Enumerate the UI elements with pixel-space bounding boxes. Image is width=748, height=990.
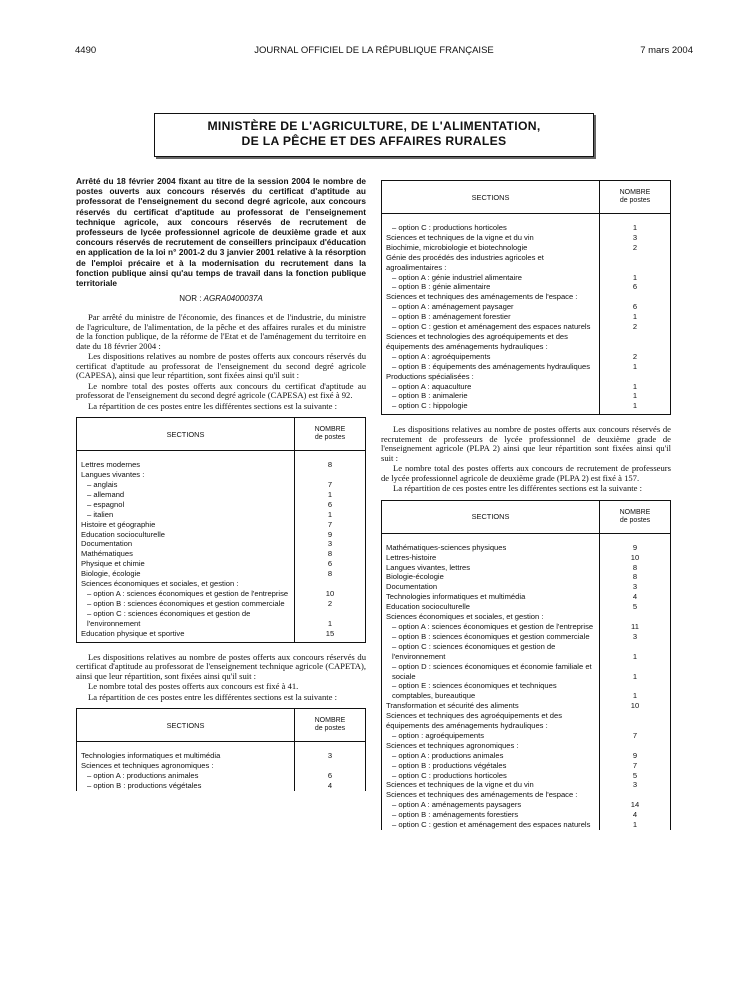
table-row	[382, 322, 671, 332]
table-row	[77, 771, 366, 781]
table-row	[382, 622, 671, 632]
section-count: 10	[600, 701, 671, 711]
section-count: 6	[295, 500, 366, 510]
table-row	[382, 761, 671, 771]
table-row	[77, 629, 366, 642]
column-header-nombre-line2: de postes	[619, 516, 651, 524]
table-row	[382, 302, 671, 312]
section-count: 7	[295, 520, 366, 530]
column-header-sections: SECTIONS	[77, 709, 295, 742]
table-row	[382, 563, 671, 573]
section-count: 1	[600, 642, 671, 662]
table-row	[382, 362, 671, 372]
section-label: – option A : aménagements paysagers	[382, 800, 600, 810]
publication-date: 7 mars 2004	[640, 45, 693, 56]
section-count: 8	[295, 569, 366, 579]
section-count: 1	[600, 391, 671, 401]
section-count: 1	[600, 362, 671, 372]
section-label: Technologies informatiques et multimédia	[382, 592, 600, 602]
section-count: 4	[600, 592, 671, 602]
section-label: – option A : productions animales	[382, 751, 600, 761]
table-row	[77, 480, 366, 490]
section-label: – option B : équipements des aménagements hydrauliques	[382, 362, 600, 372]
section-count: 8	[600, 563, 671, 573]
plpa-table	[381, 500, 671, 830]
section-label: Sciences et techniques agronomiques :	[382, 741, 600, 751]
nor-label: NOR :	[179, 294, 202, 304]
section-count: 3	[295, 751, 366, 761]
table-row	[382, 632, 671, 642]
table-row	[77, 599, 366, 609]
table-row	[382, 612, 671, 622]
ministry-heading	[154, 113, 594, 157]
section-count	[295, 579, 366, 589]
paragraph: La répartition de ces postes entre les différentes sections est la suivante :	[88, 400, 337, 411]
section-count: 1	[600, 662, 671, 682]
section-count: 8	[295, 460, 366, 470]
section-count: 9	[295, 530, 366, 540]
table-row	[382, 751, 671, 761]
table-row	[77, 539, 366, 549]
column-header-nombre-line2: de postes	[314, 725, 346, 733]
ministry-line-1: MINISTÈRE DE L'AGRICULTURE, DE L'ALIMENTATION,	[207, 119, 541, 133]
ministry-line-2: DE LA PÊCHE ET DES AFFAIRES RURALES	[241, 134, 507, 148]
section-label: – option A : aquaculture	[382, 382, 600, 392]
table-row	[382, 233, 671, 243]
table-row	[382, 352, 671, 362]
section-count: 1	[600, 401, 671, 414]
table-row	[382, 243, 671, 253]
section-label: Génie des procédés des industries agricoles et agroalimentaires :	[382, 253, 600, 273]
section-label: – option C : hippologie	[382, 401, 600, 414]
table-row	[382, 731, 671, 741]
section-label: – option A : productions animales	[77, 771, 295, 781]
section-count: 3	[600, 632, 671, 642]
section-label: – option C : sciences économiques et gestion de l'environnement	[382, 642, 600, 662]
section-label: Sciences et techniques des aménagements de l'espace :	[382, 790, 600, 800]
section-count: 2	[295, 599, 366, 609]
section-count: 2	[600, 243, 671, 253]
section-label: Histoire et géographie	[77, 520, 295, 530]
section-label: – option A : sciences économiques et gestion de l'entreprise	[77, 589, 295, 599]
table-row	[382, 810, 671, 820]
table-row	[77, 490, 366, 500]
table-row	[77, 761, 366, 771]
table-row	[382, 780, 671, 790]
section-label: Productions spécialisées :	[382, 372, 600, 382]
table-row	[382, 382, 671, 392]
section-count: 11	[600, 622, 671, 632]
section-count: 8	[295, 549, 366, 559]
section-count	[600, 253, 671, 273]
section-label: – option A : génie industriel alimentaire	[382, 273, 600, 283]
section-count: 3	[295, 539, 366, 549]
column-header-nombre-line1: NOMBRE	[619, 508, 651, 516]
section-label: Sciences et techniques des aménagements de l'espace :	[382, 292, 600, 302]
section-label: – option A : sciences économiques et gestion de l'entreprise	[382, 622, 600, 632]
table-row	[382, 223, 671, 233]
section-count	[600, 741, 671, 751]
section-count: 3	[600, 233, 671, 243]
section-label: Sciences économiques et sociales, et gestion :	[382, 612, 600, 622]
section-count: 10	[600, 553, 671, 563]
section-label: – option B : productions végétales	[382, 761, 600, 771]
section-count: 7	[600, 731, 671, 741]
section-count	[600, 292, 671, 302]
section-label: Lettres-histoire	[382, 553, 600, 563]
section-label: – option B : sciences économiques et gestion commerciale	[77, 599, 295, 609]
section-label: Sciences et techniques agronomiques :	[77, 761, 295, 771]
table-row	[382, 282, 671, 292]
nor-reference	[76, 294, 366, 303]
table-row	[77, 470, 366, 480]
column-header-nombre	[600, 181, 671, 214]
table-row	[77, 569, 366, 579]
paragraph: La répartition de ces postes entre les différentes sections est la suivante :	[393, 483, 642, 494]
table-row	[77, 460, 366, 470]
table-row	[382, 701, 671, 711]
section-count	[600, 372, 671, 382]
section-label: – option C : productions horticoles	[382, 223, 600, 233]
section-label: Transformation et sécurité des aliments	[382, 701, 600, 711]
column-header-nombre	[600, 500, 671, 533]
table-row	[77, 589, 366, 599]
paragraph: Les dispositions relatives au nombre de postes offerts aux concours réservés du certificat d'aptitude au professorat de l'enseignement du second degré agricole (CAPESA), ainsi que leur répartition, sont fixées ainsi qu'il suit :	[76, 351, 366, 381]
section-label: – option C : gestion et aménagement des espaces naturels	[382, 322, 600, 332]
section-count: 3	[600, 780, 671, 790]
table-row	[382, 790, 671, 800]
section-label: Biologie-écologie	[382, 572, 600, 582]
left-column	[76, 176, 366, 801]
section-count: 6	[295, 559, 366, 569]
section-count: 7	[295, 480, 366, 490]
table-row	[382, 602, 671, 612]
section-count: 6	[295, 771, 366, 781]
table-row	[382, 582, 671, 592]
table-row	[77, 549, 366, 559]
section-label: Langues vivantes :	[77, 470, 295, 480]
section-count: 1	[600, 382, 671, 392]
table-row	[382, 800, 671, 810]
section-count	[600, 612, 671, 622]
section-count: 6	[600, 282, 671, 292]
section-count: 1	[600, 223, 671, 233]
paragraph: La répartition de ces postes entre les différentes sections est la suivante :	[88, 691, 337, 702]
section-label: – option C : productions horticoles	[382, 771, 600, 781]
column-header-sections: SECTIONS	[382, 181, 600, 214]
section-label: – option B : génie alimentaire	[382, 282, 600, 292]
journal-title: JOURNAL OFFICIEL DE LA RÉPUBLIQUE FRANÇAISE	[254, 45, 494, 56]
section-count: 8	[600, 572, 671, 582]
section-label: – italien	[77, 510, 295, 520]
section-label: Mathématiques-sciences physiques	[382, 543, 600, 553]
table-row	[77, 500, 366, 510]
section-label: Langues vivantes, lettres	[382, 563, 600, 573]
section-label: – option B : aménagements forestiers	[382, 810, 600, 820]
section-label: Biochimie, microbiologie et biotechnologie	[382, 243, 600, 253]
column-header-nombre	[295, 418, 366, 451]
paragraph: Le nombre total des postes offerts aux concours est fixé à 41.	[88, 681, 299, 692]
section-count: 1	[295, 609, 366, 629]
table-row	[382, 592, 671, 602]
section-count: 14	[600, 800, 671, 810]
section-count: 10	[295, 589, 366, 599]
table-row	[382, 642, 671, 662]
table-row	[382, 662, 671, 682]
section-count: 2	[600, 352, 671, 362]
column-header-nombre	[295, 709, 366, 742]
table-row	[382, 572, 671, 582]
section-label: Technologies informatiques et multimédia	[77, 751, 295, 761]
table-row	[382, 553, 671, 563]
table-row	[77, 751, 366, 761]
section-label: Documentation	[382, 582, 600, 592]
section-count	[600, 711, 671, 731]
section-count: 5	[600, 771, 671, 781]
table-row	[77, 579, 366, 589]
section-label: – allemand	[77, 490, 295, 500]
column-header-sections: SECTIONS	[382, 500, 600, 533]
section-count: 9	[600, 751, 671, 761]
section-label: – option C : sciences économiques et gestion de l'environnement	[77, 609, 295, 629]
table-row	[77, 530, 366, 540]
paragraph: Le nombre total des postes offerts aux concours du certificat d'aptitude au professorat de l'enseignement du second degré agricole (CAPESA) est fixé à 92.	[76, 380, 366, 401]
nor-code: AGRA0400037A	[203, 294, 263, 304]
table-row	[77, 559, 366, 569]
table-row	[382, 372, 671, 382]
right-column	[381, 176, 671, 840]
column-header-nombre-line2: de postes	[619, 197, 651, 204]
section-count: 4	[295, 781, 366, 791]
capeta-table	[76, 708, 366, 791]
section-count: 1	[600, 273, 671, 283]
section-label: – espagnol	[77, 500, 295, 510]
section-count: 9	[600, 543, 671, 553]
paragraph: Les dispositions relatives au nombre de postes offerts aux concours réservés de recrutement de professeurs de lycée professionnel de deuxième grade de l'enseignement agricole (PLPA 2) ainsi que leur répartition sont fixées ainsi qu'il suit :	[381, 424, 671, 463]
section-count: 1	[600, 312, 671, 322]
section-label: Sciences et techniques de la vigne et du vin	[382, 233, 600, 243]
section-label: – option B : aménagement forestier	[382, 312, 600, 322]
table-row	[382, 292, 671, 302]
column-header-nombre-line1: NOMBRE	[619, 189, 651, 196]
section-label: – option E : sciences économiques et techniques comptables, bureautique	[382, 681, 600, 701]
table-row	[382, 273, 671, 283]
capesa-table	[76, 417, 366, 642]
section-label: Sciences et technologies des agroéquipements et des équipements des aménagements hydrauliques :	[382, 332, 600, 352]
table-row	[77, 510, 366, 520]
table-row	[382, 771, 671, 781]
section-count: 15	[295, 629, 366, 642]
column-header-nombre-line1: NOMBRE	[314, 426, 346, 434]
table-row	[382, 332, 671, 352]
section-label: Sciences et techniques de la vigne et du vin	[382, 780, 600, 790]
column-header-sections: SECTIONS	[77, 418, 295, 451]
section-label: – option B : animalerie	[382, 391, 600, 401]
section-count	[295, 761, 366, 771]
table-row	[382, 543, 671, 553]
section-label: Education physique et sportive	[77, 629, 295, 642]
section-label: Physique et chimie	[77, 559, 295, 569]
table-row	[382, 741, 671, 751]
section-count: 1	[600, 681, 671, 701]
table-row	[77, 781, 366, 791]
section-count: 6	[600, 302, 671, 312]
section-count: 1	[295, 510, 366, 520]
column-header-nombre-line1: NOMBRE	[314, 717, 346, 725]
section-label: – option B : sciences économiques et gestion commerciale	[382, 632, 600, 642]
table-row	[382, 253, 671, 273]
capeta-table-continued	[381, 180, 671, 415]
section-label: – anglais	[77, 480, 295, 490]
section-count	[295, 470, 366, 480]
section-count: 1	[600, 820, 671, 830]
section-count: 4	[600, 810, 671, 820]
section-label: Mathématiques	[77, 549, 295, 559]
paragraph: Par arrêté du ministre de l'économie, des finances et de l'industrie, du ministre de l'agriculture, de l'alimentation, de la pêche et des affaires rurales et du ministre de la fonction publique, de la réforme de l'Etat et de l'aménagement du territoire en date du 18 février 2004 :	[76, 312, 366, 351]
section-label: – option B : productions végétales	[77, 781, 295, 791]
section-count: 7	[600, 761, 671, 771]
section-label: – option D : sciences économiques et économie familiale et sociale	[382, 662, 600, 682]
table-row	[382, 820, 671, 830]
table-row	[77, 520, 366, 530]
section-label: Sciences et techniques des agroéquipements et des équipements des aménagements hydrauliques :	[382, 711, 600, 731]
section-label: Education socioculturelle	[382, 602, 600, 612]
column-header-nombre-line2: de postes	[314, 434, 346, 442]
section-count	[600, 790, 671, 800]
section-label: Education socioculturelle	[77, 530, 295, 540]
section-count: 5	[600, 602, 671, 612]
section-count: 3	[600, 582, 671, 592]
section-label: Lettres modernes	[77, 460, 295, 470]
paragraph: Les dispositions relatives au nombre de postes offerts aux concours réservés du certificat d'aptitude au professorat de l'enseignement technique agricole (CAPETA), ainsi que leur répartition, sont fixées ainsi qu'il suit :	[76, 651, 366, 681]
table-row	[382, 401, 671, 414]
section-label: Biologie, écologie	[77, 569, 295, 579]
section-label: Sciences économiques et sociales, et gestion :	[77, 579, 295, 589]
paragraph: Le nombre total des postes offerts aux concours de recrutement de professeurs de lycée professionnel agricole de deuxième grade (PLPA 2) est fixé à 157.	[381, 463, 671, 483]
section-label: Documentation	[77, 539, 295, 549]
section-label: – option C : gestion et aménagement des espaces naturels	[382, 820, 600, 830]
table-row	[382, 681, 671, 701]
table-row	[382, 312, 671, 322]
table-row	[382, 391, 671, 401]
section-count	[600, 332, 671, 352]
page-number: 4490	[75, 45, 97, 56]
section-count: 1	[295, 490, 366, 500]
table-row	[382, 711, 671, 731]
section-count: 2	[600, 322, 671, 332]
section-label: – option A : agroéquipements	[382, 352, 600, 362]
table-row	[77, 609, 366, 629]
arrete-title: Arrêté du 18 février 2004 fixant au titre de la session 2004 le nombre de postes ouverts aux concours réservés du certificat d'aptitude au professorat de l'enseignement du second degré agricole, aux concours réservés du certificat d'aptitude au professorat de l'enseignement technique agricole, aux concours réservés de recrutement de professeurs de lycée professionnel agricole de deuxième grade et aux concours réservés de recrutement de conseillers principaux d'éducation en application de la loi n° 2001-2 du 3 janvier 2001 relative à la résorption de l'emploi précaire et à la modernisation du recrutement dans la fonction publique ainsi qu'au temps de travail dans la fonction publique territoriale	[76, 176, 366, 289]
section-label: – option A : aménagement paysager	[382, 302, 600, 312]
section-label: – option : agroéquipements	[382, 731, 600, 741]
